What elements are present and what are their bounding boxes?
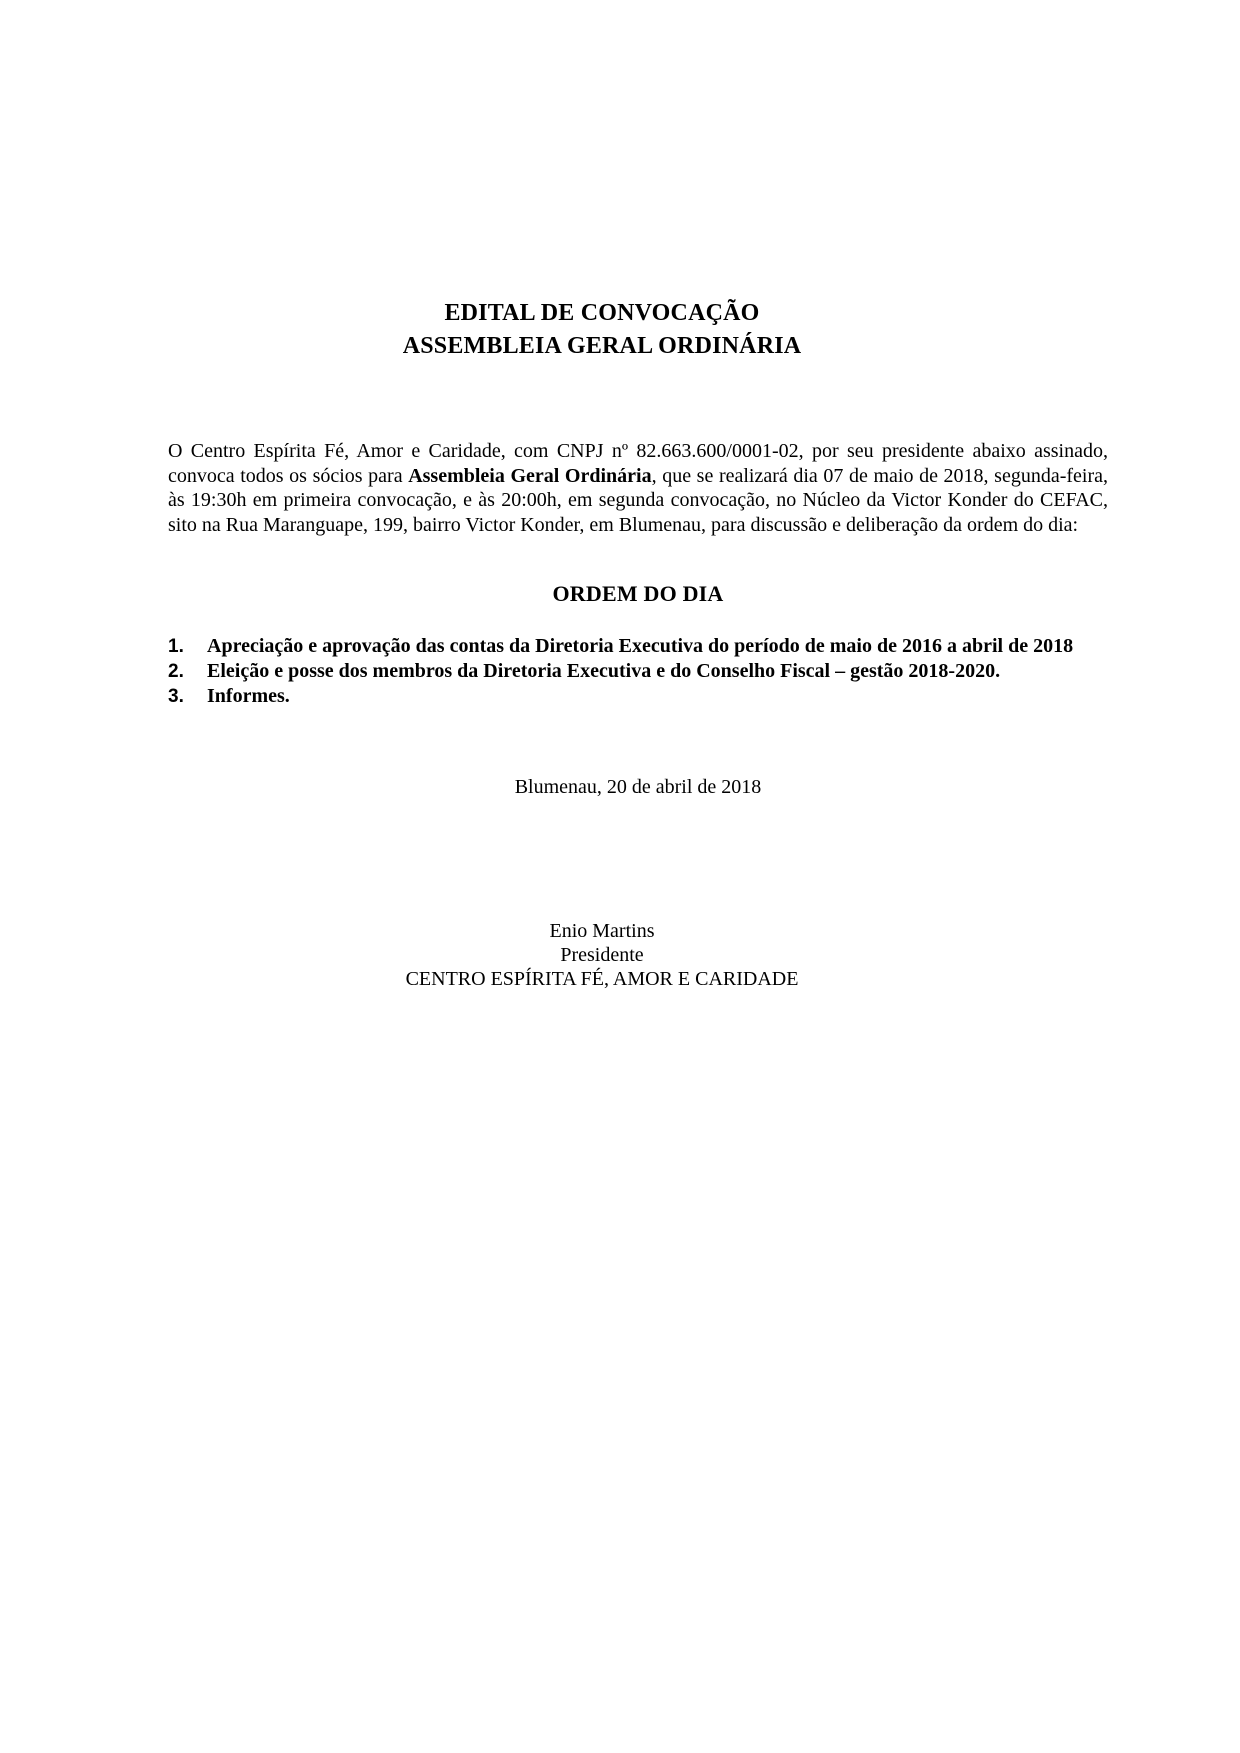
intro-text-bold: Assembleia Geral Ordinária bbox=[408, 464, 652, 487]
agenda-item-1-number: 1. bbox=[168, 636, 184, 658]
agenda-item-2-text: Eleição e posse dos membros da Diretoria Executiva e do Conselho Fiscal – gestão 2018-2020. bbox=[207, 660, 1001, 683]
agenda-item-2-number: 2. bbox=[168, 661, 184, 683]
agenda-item-3-text: Informes. bbox=[207, 685, 290, 708]
title-line-1: EDITAL DE CONVOCAÇÃO bbox=[444, 300, 760, 326]
signature-role: Presidente bbox=[560, 944, 644, 967]
agenda-list bbox=[168, 634, 1108, 709]
signature-block bbox=[168, 919, 1108, 991]
signature-name: Enio Martins bbox=[549, 920, 655, 943]
signature-organization: CENTRO ESPÍRITA FÉ, AMOR E CARIDADE bbox=[405, 968, 799, 991]
agenda-item-3 bbox=[168, 684, 1108, 709]
document-title bbox=[168, 297, 1108, 363]
document-content bbox=[168, 0, 1108, 991]
title-line-2: ASSEMBLEIA GERAL ORDINÁRIA bbox=[402, 333, 802, 359]
agenda-item-2 bbox=[168, 659, 1108, 684]
agenda-item-1-text: Apreciação e aprovação das contas da Diretoria Executiva do período de maio de 2016 a abril de 2018 bbox=[207, 635, 1074, 658]
intro-text-start: O Centro Espírita Fé, Amor e Caridade, com CNPJ nº 82.663.600/0001-02, por seu presidente abaixo assinado, convoca todos os sócios para bbox=[168, 440, 1108, 487]
intro-paragraph bbox=[168, 439, 1108, 537]
agenda-item-1 bbox=[168, 634, 1108, 659]
intro-text-end: , que se realizará dia 07 de maio de 2018, segunda-feira, às 19:30h em primeira convocação, e às 20:00h, em segunda convocação, no Núcleo da Victor Konder do CEFAC, sito na Rua Maranguape, 199, bairro Victor Konder, em Blumenau, para discussão e deliberação da ordem do dia: bbox=[168, 464, 1108, 536]
agenda-heading: ORDEM DO DIA bbox=[552, 581, 724, 607]
agenda-item-3-number: 3. bbox=[168, 686, 184, 708]
date-line: Blumenau, 20 de abril de 2018 bbox=[514, 776, 762, 799]
